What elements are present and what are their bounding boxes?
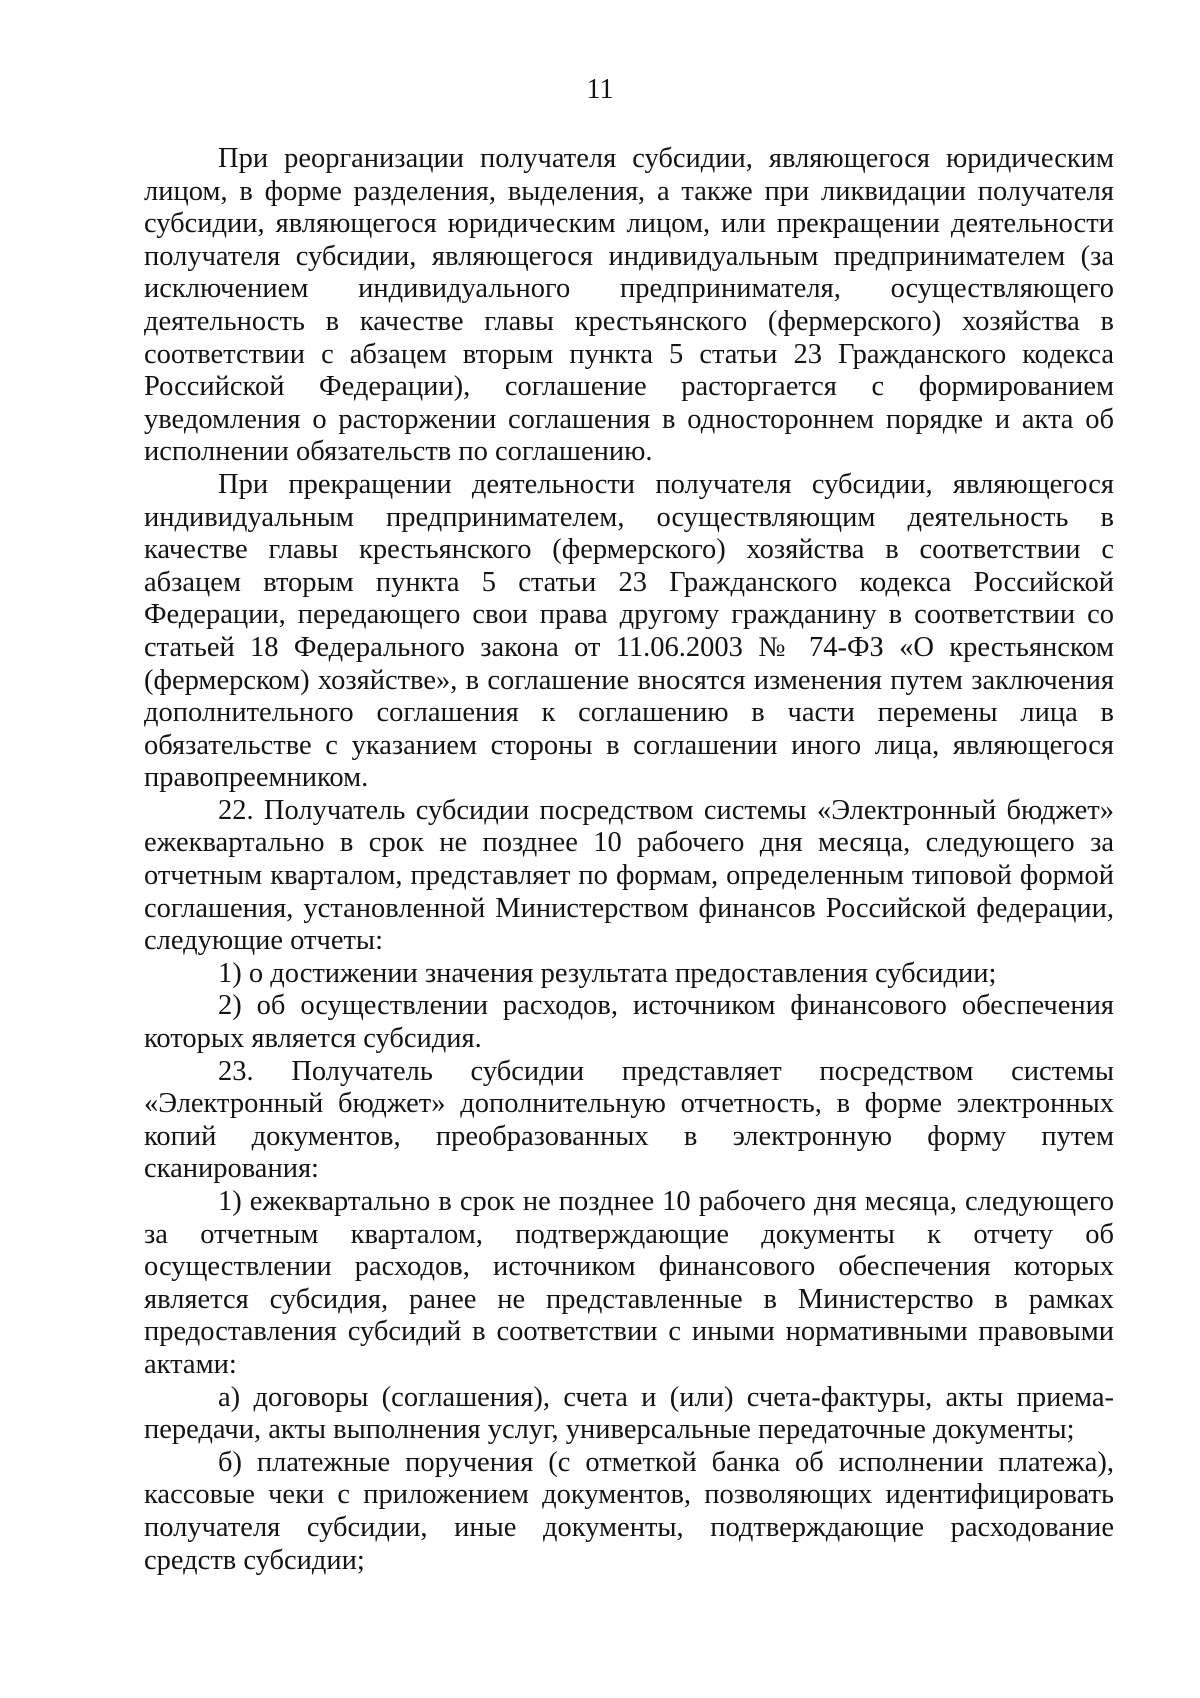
- paragraph-reorganization: При реорганизации получателя субсидии, являющегося юридическим лицом, в форме разделения, выделения, а также при ликвидации получателя субсидии, являющегося юридическим лицом, или прекращении деятельности получателя субсидии, являющегося индивидуальным предпринимателем (за исключением индивидуального предпринимателя, осуществляющего деятельность в качестве главы крестьянского (фермерского) хозяйства в соответствии с абзацем вторым пункта 5 статьи 23 Гражданского кодекса Российской Федерации), соглашение расторгается с формированием уведомления о расторжении соглашения в одностороннем порядке и акта об исполнении обязательств по соглашению.: [144, 143, 1114, 468]
- paragraph-item-23-subitem-1: 1) ежеквартально в срок не позднее 10 рабочего дня месяца, следующего за отчетным кварталом, подтверждающие документы к отчету об осуществлении расходов, источником финансового обеспечения которых является субсидия, ранее не представленные в Министерство в рамках предоставления субсидий в соответствии с иными нормативными правовыми актами:: [144, 1186, 1114, 1380]
- paragraph-item-22-subitem-2: 2) об осуществлении расходов, источником финансового обеспечения которых является субсидия.: [144, 990, 1114, 1055]
- paragraph-item-22: 22. Получатель субсидии посредством системы «Электронный бюджет» ежеквартально в срок не позднее 10 рабочего дня месяца, следующего за отчетным кварталом, представляет по формам, определенным типовой формой соглашения, установленной Министерством финансов Российской федерации, следующие отчеты:: [144, 794, 1114, 957]
- paragraph-item-23-subitem-b: б) платежные поручения (с отметкой банка об исполнении платежа), кассовые чеки с приложением документов, позволяющих идентифицировать получателя субсидии, иные документы, подтверждающие расходование средств субсидии;: [144, 1446, 1114, 1576]
- page-number: 11: [586, 74, 614, 105]
- paragraph-item-22-subitem-1: 1) о достижении значения результата предоставления субсидии;: [218, 957, 997, 989]
- document-body: [144, 143, 1114, 1577]
- paragraph-item-23: 23. Получатель субсидии представляет посредством системы «Электронный бюджет» дополнительную отчетность, в форме электронных копий документов, преобразованных в электронную форму путем сканирования:: [144, 1055, 1114, 1185]
- paragraph-item-23-subitem-a: а) договоры (соглашения), счета и (или) счета-фактуры, акты приема-передачи, акты выполнения услуг, универсальные передаточные документы;: [144, 1381, 1114, 1446]
- paragraph-termination-farm-head: При прекращении деятельности получателя субсидии, являющегося индивидуальным предпринимателем, осуществляющим деятельность в качестве главы крестьянского (фермерского) хозяйства в соответствии с абзацем вторым пункта 5 статьи 23 Гражданского кодекса Российской Федерации, передающего свои права другому гражданину в соответствии со статьей 18 Федерального закона от 11.06.2003 № 74-ФЗ «О крестьянском (фермерском) хозяйстве», в соглашение вносятся изменения путем заключения дополнительного соглашения к соглашению в части перемены лица в обязательстве с указанием стороны в соглашении иного лица, являющегося правопреемником.: [144, 468, 1114, 794]
